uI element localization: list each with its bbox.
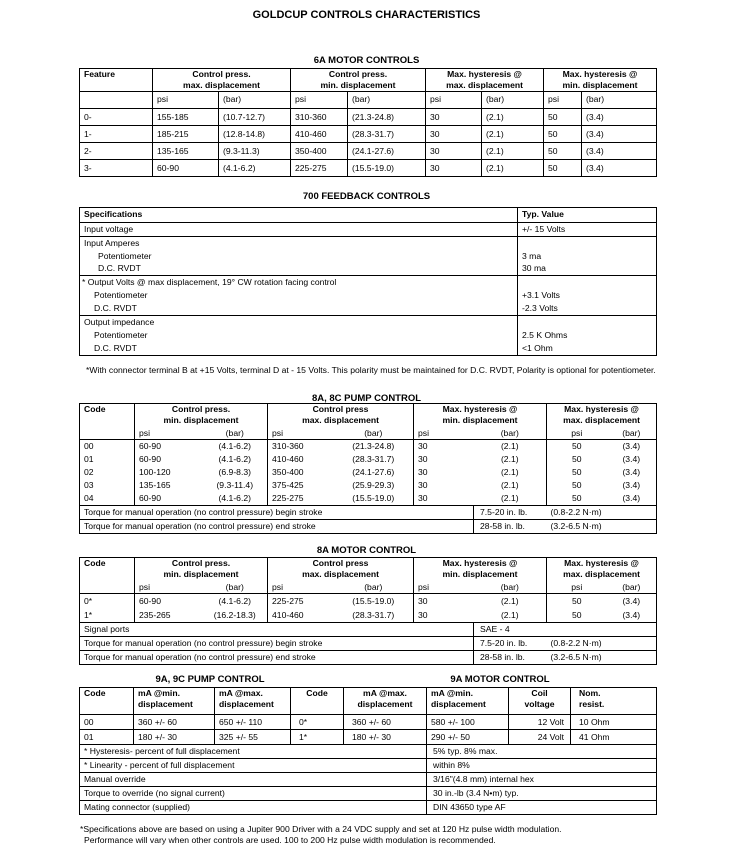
spec-row <box>80 787 657 801</box>
spec-row <box>80 773 657 787</box>
row-cell: 135-165 <box>153 143 219 160</box>
table-header-row <box>80 404 657 427</box>
table-700 <box>79 207 657 356</box>
row-cell: 410-460 <box>268 453 334 466</box>
spec-group <box>80 237 518 276</box>
row-cell: (3.4) <box>607 492 657 506</box>
header-coil-voltage: Coil voltage <box>509 688 571 715</box>
units-row <box>80 580 657 594</box>
table-row <box>80 520 657 534</box>
table-row <box>80 623 657 637</box>
row-cell: 30 <box>426 143 482 160</box>
section-title-700: 700 FEEDBACK CONTROLS <box>302 191 431 202</box>
row-cell: (28.3-31.7) <box>334 608 414 623</box>
specs-9 <box>80 745 657 815</box>
row-cell: 50 <box>544 109 582 126</box>
unit-cell: (bar) <box>607 426 657 440</box>
unit-cell: (bar) <box>474 580 547 594</box>
unit-cell: (bar) <box>203 426 268 440</box>
row-cell: (3.4) <box>582 160 657 177</box>
table-8a <box>79 557 657 665</box>
unit-cell: psi <box>426 92 482 109</box>
table-row <box>80 715 657 730</box>
spec-sublabel: D.C. RVDT <box>94 302 137 313</box>
row-cell: 410-460 <box>291 126 348 143</box>
section-title-6a: 6A MOTOR CONTROLS <box>313 55 420 66</box>
header-code-motor: Code <box>291 688 344 715</box>
spec-value: <1 Ohm <box>522 342 553 353</box>
row-cell: 30 <box>426 160 482 177</box>
torque-begin-metric: (0.8-2.2 N·m) <box>547 506 657 520</box>
row-cell: (10.7-12.7) <box>219 109 291 126</box>
spec-label: * Linearity - percent of full displacement <box>80 759 427 773</box>
row-cell: (24.1-27.6) <box>348 143 426 160</box>
units-row <box>80 92 657 109</box>
row-cell: (2.1) <box>474 608 547 623</box>
row-cell: 310-360 <box>291 109 348 126</box>
header-hysteresis-max: Max. hysteresis @ max. displacement <box>547 404 657 427</box>
row-cell: 30 <box>414 440 474 454</box>
rows-8a <box>80 594 657 623</box>
header-control-press-min: Control press. min. displacement <box>135 404 268 427</box>
footnote-700: *With connector terminal B at +15 Volts, terminal D at - 15 Volts. This polarity must be maintained for D.C. RVDT, Polarity is optional for potentiometer. <box>86 365 656 375</box>
row-cell: (3.4) <box>582 126 657 143</box>
row-cell: 100-120 <box>135 466 203 479</box>
row-code: 04 <box>80 492 135 506</box>
table-row <box>80 109 657 126</box>
row-cell: (28.3-31.7) <box>334 453 414 466</box>
table-header-row <box>80 688 657 715</box>
row-cell: 60-90 <box>135 453 203 466</box>
row-cell: (2.1) <box>482 126 544 143</box>
header-hysteresis-max: Max. hysteresis @ max. displacement <box>547 558 657 581</box>
rows-8a8c <box>80 440 657 506</box>
row-cell: (4.1-6.2) <box>203 440 268 454</box>
row-cell: 185-215 <box>153 126 219 143</box>
table-row <box>80 126 657 143</box>
row-cell: 30 <box>414 453 474 466</box>
row-code: 0- <box>80 109 153 126</box>
row-cell: 41 Ohm <box>571 730 657 745</box>
row-cell: (15.5-19.0) <box>334 594 414 609</box>
section-title-8a8c: 8A, 8C PUMP CONTROL <box>311 393 422 404</box>
spec-sublabel: D.C. RVDT <box>94 342 137 353</box>
row-code: 02 <box>80 466 135 479</box>
row-cell: 350-400 <box>291 143 348 160</box>
spec-sublabel: D.C. RVDT <box>98 263 141 273</box>
unit-cell: (bar) <box>334 426 414 440</box>
section-title-9a9c-pump: 9A, 9C PUMP CONTROL <box>155 674 265 685</box>
unit-cell: psi <box>153 92 219 109</box>
row-cell: 10 Ohm <box>571 715 657 730</box>
torque-end-metric: (3.2-6.5 N·m) <box>547 651 657 665</box>
unit-cell: (bar) <box>203 580 268 594</box>
row-cell: 30 <box>414 492 474 506</box>
spec-row <box>80 801 657 815</box>
spec-value: +/- 15 Volts <box>518 223 657 237</box>
footnote-main-1: *Specifications above are based on using a Jupiter 900 Driver with a 24 VDC supply and set at 120 Hz pulse width modulation. <box>80 824 562 834</box>
header-control-press-max: Control press. max. displacement <box>153 69 291 92</box>
row-cell: 50 <box>547 608 607 623</box>
spec-sublabel: Potentiometer <box>98 250 152 261</box>
row-code: 03 <box>80 479 135 492</box>
unit-cell: (bar) <box>607 580 657 594</box>
header-code: Code <box>80 404 135 427</box>
table-9 <box>79 687 657 815</box>
row-code: 0* <box>80 594 135 609</box>
row-cell: (2.1) <box>474 440 547 454</box>
row-cell: (3.4) <box>607 440 657 454</box>
row-cell: (4.1-6.2) <box>203 492 268 506</box>
table-row <box>80 237 657 276</box>
row-cell: 290 +/- 50 <box>427 730 509 745</box>
row-cell: (2.1) <box>474 479 547 492</box>
unit-cell: psi <box>135 426 203 440</box>
row-code: 3- <box>80 160 153 177</box>
spec-value-group <box>518 315 657 355</box>
header-hysteresis-max: Max. hysteresis @ max. displacement <box>426 69 544 92</box>
spec-label: Torque to override (no signal current) <box>80 787 427 801</box>
row-cell: 60-90 <box>153 160 219 177</box>
row-cell: 60-90 <box>135 492 203 506</box>
row-cell: 30 <box>426 126 482 143</box>
row-cell: 30 <box>414 608 474 623</box>
page-title: GOLDCUP CONTROLS CHARACTERISTICS <box>252 9 481 21</box>
spec-label: * Output Volts @ max displacement, 19° CW rotation facing control <box>82 276 337 287</box>
row-cell: (3.4) <box>607 479 657 492</box>
header-specifications: Specifications <box>80 208 518 223</box>
table-header-row <box>80 208 657 223</box>
header-control-press-max: Control press max. displacement <box>268 404 414 427</box>
spec-value: 30 ma <box>522 263 546 273</box>
row-code: 01 <box>80 730 134 745</box>
spec-row <box>80 759 657 773</box>
row-cell: (4.1-6.2) <box>219 160 291 177</box>
spec-value: +3.1 Volts <box>522 289 560 300</box>
row-cell: 30 <box>414 479 474 492</box>
unit-cell: (bar) <box>582 92 657 109</box>
row-cell: 50 <box>547 440 607 454</box>
table-row <box>80 637 657 651</box>
spec-value: 2.5 K Ohms <box>522 329 568 340</box>
table-row <box>80 651 657 665</box>
table-8a8c <box>79 403 657 534</box>
header-hysteresis-min: Max. hysteresis @ min. displacement <box>544 69 657 92</box>
spec-group <box>80 275 518 315</box>
table-row <box>80 479 657 492</box>
row-cell: 24 Volt <box>509 730 571 745</box>
unit-cell: psi <box>414 426 474 440</box>
spec-label: Manual override <box>80 773 427 787</box>
unit-cell: (bar) <box>334 580 414 594</box>
row-cell: (2.1) <box>474 466 547 479</box>
row-cell: 180 +/- 30 <box>134 730 215 745</box>
row-cell: (3.4) <box>607 594 657 609</box>
table-6a <box>79 68 657 177</box>
table-row <box>80 453 657 466</box>
row-cell: 50 <box>547 479 607 492</box>
table-row <box>80 160 657 177</box>
row-cell: 50 <box>547 594 607 609</box>
spec-value: 3 ma <box>522 250 542 261</box>
row-code: 1* <box>80 608 135 623</box>
row-cell: (21.3-24.8) <box>334 440 414 454</box>
row-cell: 180 +/- 30 <box>344 730 427 745</box>
spec-label: Input voltage <box>80 223 518 237</box>
row-cell: (15.5-19.0) <box>334 492 414 506</box>
table-row <box>80 275 657 315</box>
row-cell: (4.1-6.2) <box>203 594 268 609</box>
row-cell: 50 <box>544 160 582 177</box>
spec-value: 30 in.-lb (3.4 N•m) typ. <box>427 787 657 801</box>
unit-cell: psi <box>414 580 474 594</box>
row-cell: (25.9-29.3) <box>334 479 414 492</box>
row-cell: (28.3-31.7) <box>348 126 426 143</box>
row-cell: 135-165 <box>135 479 203 492</box>
row-cell: (4.1-6.2) <box>203 453 268 466</box>
row-code: 00 <box>80 715 134 730</box>
header-control-press-min: Control press. min. displacement <box>135 558 268 581</box>
header-typ-value: Typ. Value <box>518 208 657 223</box>
unit-cell: psi <box>547 580 607 594</box>
row-cell: 310-360 <box>268 440 334 454</box>
spec-value: 3/16"(4.8 mm) internal hex <box>427 773 657 787</box>
row-cell: 375-425 <box>268 479 334 492</box>
torque-end-value: 28-58 in. lb. <box>474 651 547 665</box>
torque-end-value: 28-58 in. lb. <box>474 520 547 534</box>
row-cell: (2.1) <box>482 109 544 126</box>
row-cell: 30 <box>414 594 474 609</box>
spec-sublabel: Potentiometer <box>94 289 148 300</box>
unit-cell: psi <box>268 426 334 440</box>
row-cell: (24.1-27.6) <box>334 466 414 479</box>
row-cell: 50 <box>544 143 582 160</box>
rows-6a <box>80 109 657 177</box>
row-cell: (3.4) <box>607 466 657 479</box>
row-cell: 350-400 <box>268 466 334 479</box>
spec-label: Mating connector (supplied) <box>80 801 427 815</box>
row-cell: (2.1) <box>474 492 547 506</box>
header-ma-min-motor: mA @min. displacement <box>427 688 509 715</box>
unit-cell: (bar) <box>474 426 547 440</box>
header-feature: Feature <box>80 69 153 92</box>
row-code: 2- <box>80 143 153 160</box>
row-code: 1- <box>80 126 153 143</box>
row-cell: (2.1) <box>474 594 547 609</box>
spec-row <box>80 745 657 759</box>
unit-cell: psi <box>268 580 334 594</box>
row-cell: (6.9-8.3) <box>203 466 268 479</box>
torque-end-metric: (3.2-6.5 N·m) <box>547 520 657 534</box>
table-row <box>80 506 657 520</box>
row-cell: (2.1) <box>482 160 544 177</box>
spec-value-group <box>518 237 657 276</box>
header-hysteresis-min: Max. hysteresis @ min. displacement <box>414 558 547 581</box>
torque-begin-metric: (0.8-2.2 N·m) <box>547 637 657 651</box>
spec-label: Output impedance <box>84 316 155 327</box>
row-cell: 50 <box>547 492 607 506</box>
row-cell: (3.4) <box>582 109 657 126</box>
table-row <box>80 440 657 454</box>
table-row <box>80 608 657 623</box>
header-nom-resist: Nom. resist. <box>571 688 657 715</box>
row-cell: 30 <box>426 109 482 126</box>
unit-cell: (bar) <box>482 92 544 109</box>
row-cell: (3.4) <box>607 453 657 466</box>
signal-ports-label: Signal ports <box>80 623 474 637</box>
table-row <box>80 594 657 609</box>
row-cell: 580 +/- 100 <box>427 715 509 730</box>
table-row <box>80 492 657 506</box>
torque-begin-value: 7.5-20 in. lb. <box>474 637 547 651</box>
row-cell: (16.2-18.3) <box>203 608 268 623</box>
header-ma-max-motor: mA @max. displacement <box>344 688 427 715</box>
spec-value: 5% typ. 8% max. <box>427 745 657 759</box>
section-title-9a-motor: 9A MOTOR CONTROL <box>450 674 550 685</box>
row-cell: (2.1) <box>474 453 547 466</box>
row-cell: 1* <box>291 730 344 745</box>
row-cell: (15.5-19.0) <box>348 160 426 177</box>
table-header-row <box>80 69 657 92</box>
header-ma-min: mA @min. displacement <box>134 688 215 715</box>
row-cell: (2.1) <box>482 143 544 160</box>
unit-cell: psi <box>547 426 607 440</box>
row-cell: 650 +/- 110 <box>215 715 291 730</box>
spec-label: * Hysteresis- percent of full displacement <box>80 745 427 759</box>
row-cell: 60-90 <box>135 594 203 609</box>
table-row <box>80 466 657 479</box>
spec-value-group <box>518 275 657 315</box>
header-code: Code <box>80 688 134 715</box>
table-row <box>80 223 657 237</box>
table-row <box>80 315 657 355</box>
row-cell: 60-90 <box>135 440 203 454</box>
spec-sublabel: Potentiometer <box>94 329 148 340</box>
table-header-row <box>80 558 657 581</box>
section-title-8a: 8A MOTOR CONTROL <box>316 545 417 556</box>
header-code: Code <box>80 558 135 581</box>
torque-begin-label: Torque for manual operation (no control pressure) begin stroke <box>80 637 474 651</box>
row-cell: (9.3-11.3) <box>219 143 291 160</box>
row-cell: 30 <box>414 466 474 479</box>
spec-value: within 8% <box>427 759 657 773</box>
signal-ports-value: SAE - 4 <box>474 623 657 637</box>
row-cell: 0* <box>291 715 344 730</box>
spec-label: Input Amperes <box>84 238 140 248</box>
row-cell: 50 <box>547 453 607 466</box>
unit-cell: psi <box>291 92 348 109</box>
table-row <box>80 730 657 745</box>
row-cell: 50 <box>544 126 582 143</box>
unit-cell: (bar) <box>219 92 291 109</box>
row-cell: 155-185 <box>153 109 219 126</box>
header-control-press-min: Control press. min. displacement <box>291 69 426 92</box>
spec-value: -2.3 Volts <box>522 302 558 313</box>
torque-begin-value: 7.5-20 in. lb. <box>474 506 547 520</box>
row-code: 00 <box>80 440 135 454</box>
row-cell: 225-275 <box>268 594 334 609</box>
header-ma-max: mA @max. displacement <box>215 688 291 715</box>
table-row <box>80 143 657 160</box>
row-cell: 360 +/- 60 <box>344 715 427 730</box>
row-cell: 225-275 <box>291 160 348 177</box>
torque-begin-label: Torque for manual operation (no control pressure) begin stroke <box>80 506 474 520</box>
row-cell: 50 <box>547 466 607 479</box>
unit-cell: (bar) <box>348 92 426 109</box>
torque-end-label: Torque for manual operation (no control pressure) end stroke <box>80 651 474 665</box>
row-cell: (3.4) <box>607 608 657 623</box>
row-cell: (12.8-14.8) <box>219 126 291 143</box>
unit-cell: psi <box>544 92 582 109</box>
row-cell: 410-460 <box>268 608 334 623</box>
torque-end-label: Torque for manual operation (no control pressure) end stroke <box>80 520 474 534</box>
row-code: 01 <box>80 453 135 466</box>
units-row <box>80 426 657 440</box>
row-cell: (3.4) <box>582 143 657 160</box>
row-cell: 235-265 <box>135 608 203 623</box>
row-cell: 225-275 <box>268 492 334 506</box>
unit-cell: psi <box>135 580 203 594</box>
row-cell: 360 +/- 60 <box>134 715 215 730</box>
row-cell: 325 +/- 55 <box>215 730 291 745</box>
header-hysteresis-min: Max. hysteresis @ min. displacement <box>414 404 547 427</box>
row-cell: (9.3-11.4) <box>203 479 268 492</box>
spec-group <box>80 315 518 355</box>
header-control-press-max: Control press max. displacement <box>268 558 414 581</box>
spec-value: DIN 43650 type AF <box>427 801 657 815</box>
row-cell: (21.3-24.8) <box>348 109 426 126</box>
footnote-main-2: Performance will vary when other controls are used. 100 to 200 Hz pulse width modulation is recommended. <box>84 835 496 845</box>
row-cell: 12 Volt <box>509 715 571 730</box>
rows-9 <box>80 715 657 745</box>
